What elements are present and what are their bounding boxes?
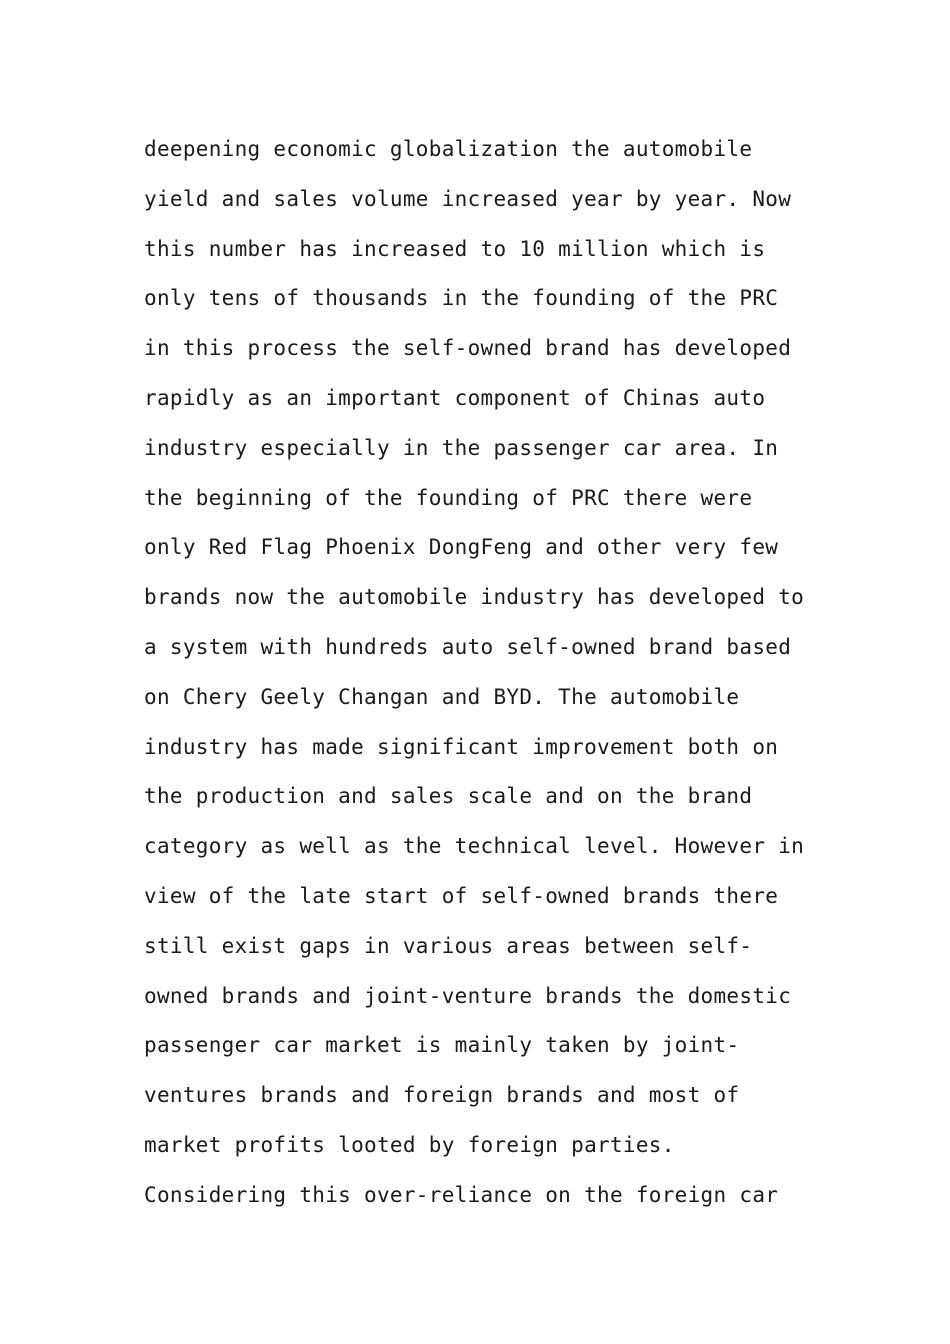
text-line: only tens of thousands in the founding of the PRC: [144, 286, 779, 311]
text-line: on Chery Geely Changan and BYD. The automobile: [144, 684, 740, 709]
text-line: industry especially in the passenger car area. In: [144, 435, 779, 460]
text-line: brands now the automobile industry has developed to: [144, 585, 805, 610]
text-line: view of the late start of self-owned brands there: [144, 883, 779, 908]
text-line: the production and sales scale and on the brand: [144, 784, 753, 809]
text-line: still exist gaps in various areas between self-: [144, 933, 753, 958]
text-line: deepening economic globalization the automobile: [144, 137, 753, 161]
body-text: [144, 125, 824, 1221]
text-line: owned brands and joint-venture brands the domestic: [144, 983, 792, 1008]
text-line: rapidly as an important component of Chinas auto: [144, 385, 766, 410]
text-line: the beginning of the founding of PRC there were: [144, 485, 753, 510]
text-line: a system with hundreds auto self-owned brand based: [144, 634, 792, 659]
text-line: in this process the self-owned brand has developed: [144, 336, 792, 361]
text-line: this number has increased to 10 million which is: [144, 236, 766, 261]
text-line: only Red Flag Phoenix DongFeng and other very few: [144, 535, 779, 560]
text-line: Considering this over-reliance on the foreign car: [144, 1182, 779, 1207]
text-line: category as well as the technical level. However in: [144, 834, 805, 859]
text-line: yield and sales volume increased year by year. Now: [144, 186, 792, 211]
text-line: market profits looted by foreign parties.: [144, 1132, 675, 1157]
text-line: ventures brands and foreign brands and most of: [144, 1083, 740, 1108]
text-line: industry has made significant improvement both on: [144, 734, 779, 759]
text-line: passenger car market is mainly taken by joint-: [144, 1033, 740, 1058]
